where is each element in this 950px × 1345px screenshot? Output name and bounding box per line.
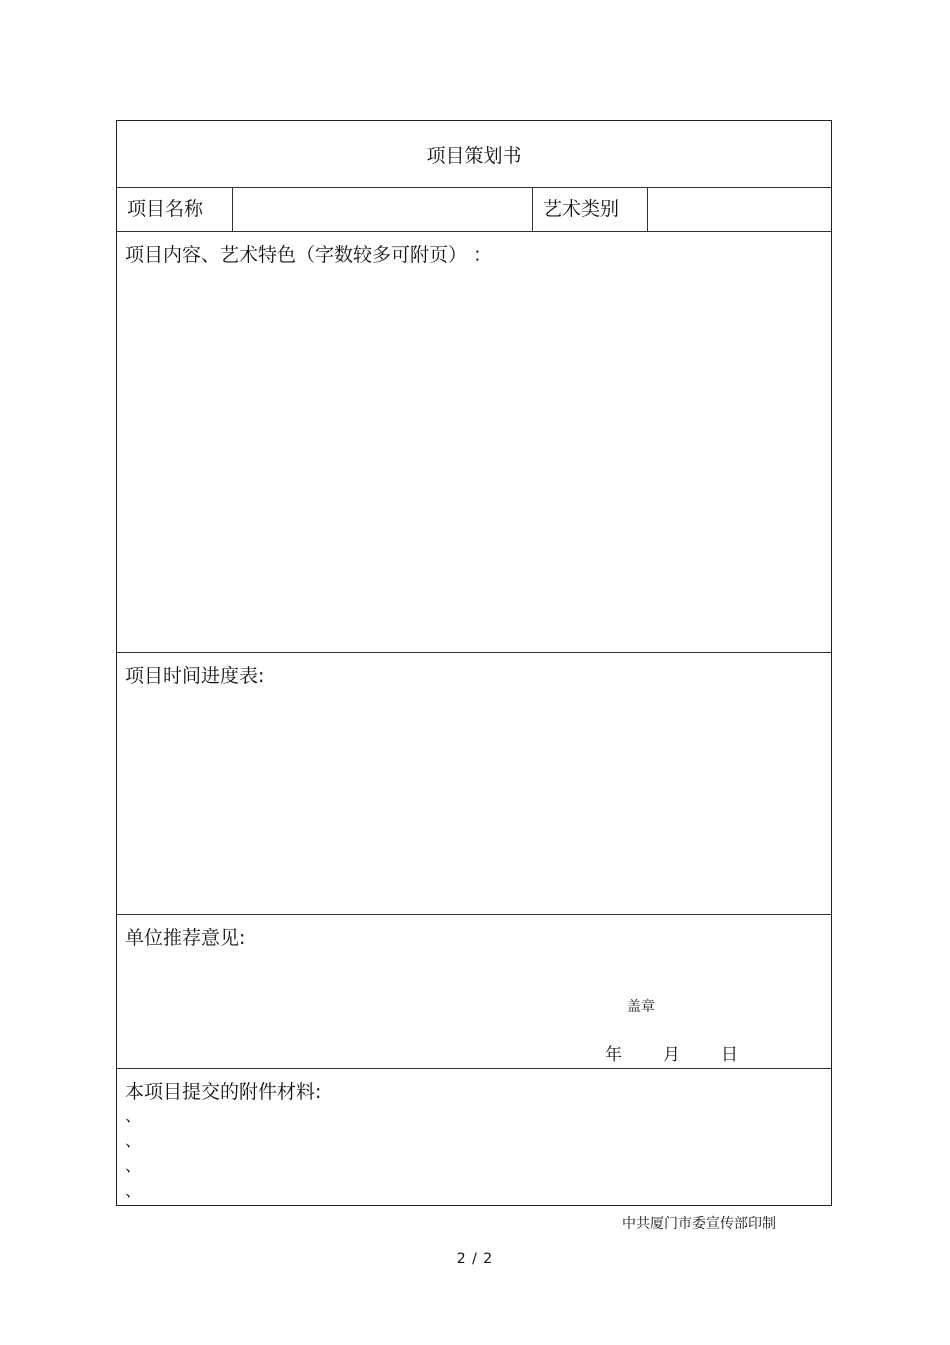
project-name-label: 项目名称 — [127, 198, 204, 220]
art-category-value — [648, 198, 658, 220]
name-category-row — [117, 187, 831, 231]
stamp-label: 盖章 — [627, 999, 655, 1015]
attachment-list — [125, 1107, 141, 1207]
attachment-item: 、 — [125, 1106, 142, 1125]
project-name-value — [233, 198, 243, 220]
form-title-row — [117, 121, 831, 187]
date-year-label: 年 — [605, 1045, 622, 1065]
recommendation-label: 单位推荐意见: — [125, 927, 246, 949]
project-name-label-cell — [117, 188, 232, 231]
attachment-item: 、 — [125, 1156, 142, 1175]
page-number: 2 / 2 — [456, 1251, 494, 1267]
attachment-item: 、 — [125, 1181, 142, 1200]
date-month-label: 月 — [663, 1045, 680, 1065]
schedule-label: 项目时间进度表: — [125, 665, 265, 687]
recommendation-section[interactable] — [117, 914, 831, 1068]
art-category-label-cell — [532, 188, 647, 231]
project-name-field[interactable] — [232, 188, 532, 231]
attachments-section[interactable] — [117, 1068, 831, 1207]
schedule-section[interactable] — [117, 652, 831, 914]
footer-organization: 中共厦门市委宣传部印制 — [622, 1216, 776, 1232]
art-category-label: 艺术类别 — [543, 198, 620, 220]
attachment-item: 、 — [125, 1131, 142, 1150]
content-label: 项目内容、艺术特色（字数较多可附页） ： — [125, 244, 493, 266]
project-plan-form — [116, 120, 832, 1206]
form-title: 项目策划书 — [426, 145, 522, 167]
attachments-label: 本项目提交的附件材料: — [125, 1081, 322, 1103]
content-section[interactable] — [117, 231, 831, 652]
art-category-field[interactable] — [647, 188, 831, 231]
date-day-label: 日 — [721, 1045, 738, 1065]
